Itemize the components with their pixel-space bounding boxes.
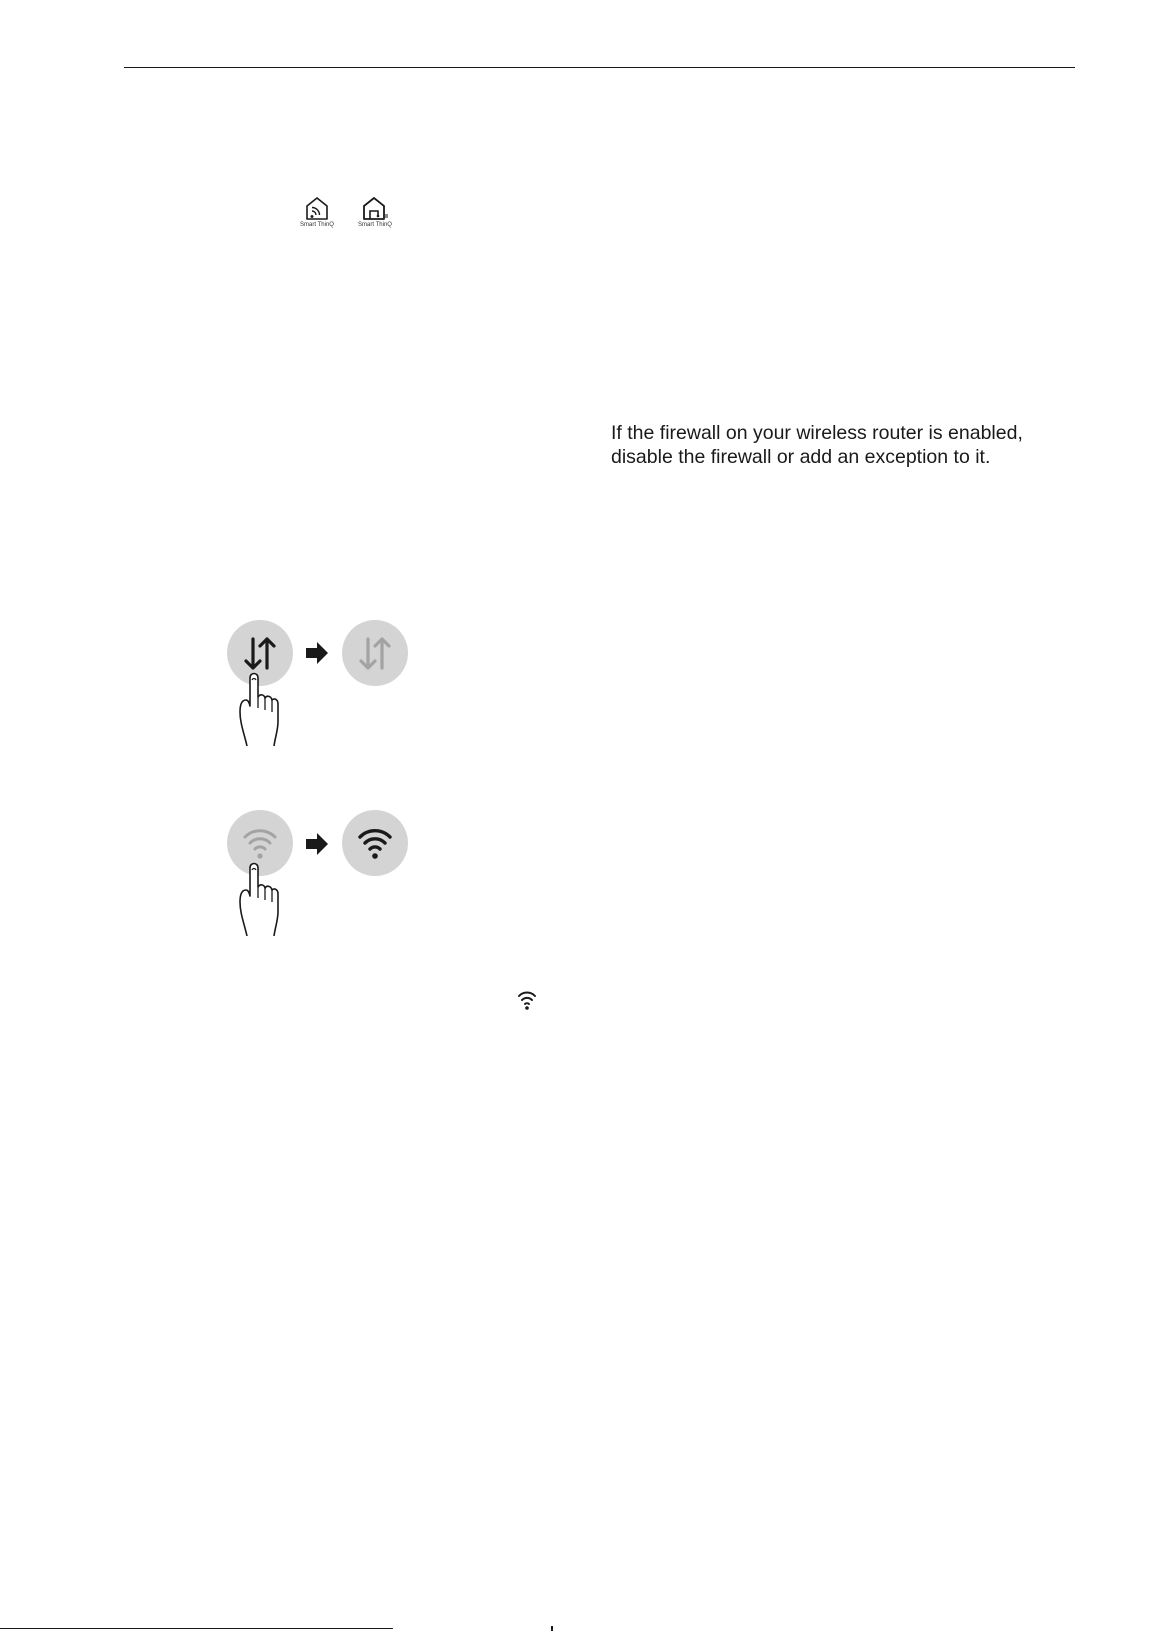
inline-wifi-icon <box>517 989 537 1011</box>
smartthinq-legacy-app-icon <box>292 196 342 234</box>
firewall-note: If the firewall on your wireless router is enabled, disable the firewall or add an exception to it. <box>611 422 1023 468</box>
right-arrow-icon <box>306 642 328 664</box>
right-arrow-icon <box>306 833 328 855</box>
app-icon-caption: Smart ThinQ <box>358 222 392 228</box>
updown-arrows-button-active <box>227 620 293 686</box>
footer-tick <box>551 1626 553 1631</box>
app-icon-caption: Smart ThinQ <box>300 222 334 228</box>
wifi-press-figure <box>222 808 412 938</box>
smartthinq-home-app-icon <box>350 196 400 234</box>
smartthinq-legacy-icon <box>304 196 330 222</box>
smartthinq-home-icon <box>361 196 389 222</box>
updown-arrows-button-dimmed <box>342 620 408 686</box>
wifi-button-dimmed <box>227 810 293 876</box>
footer-rule <box>0 1628 393 1629</box>
data-transfer-press-figure <box>222 618 412 748</box>
wifi-button-active <box>342 810 408 876</box>
header-rule <box>124 67 1075 68</box>
